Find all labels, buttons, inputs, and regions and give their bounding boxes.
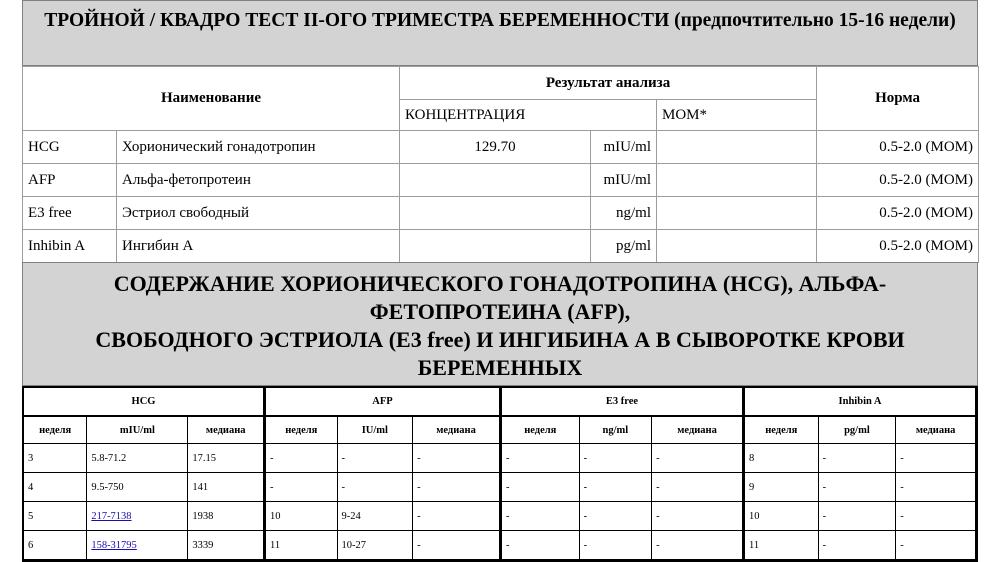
table-cell: 10 (264, 502, 338, 531)
analyte-norm: 0.5-2.0 (МОМ) (817, 131, 979, 164)
analyte-mom (657, 230, 817, 263)
analyte-mom (657, 164, 817, 197)
subheader-cell: неделя (500, 417, 580, 444)
range-link[interactable]: 217-7138 (91, 510, 132, 522)
analyte-value (400, 230, 591, 263)
subheader-cell: медиана (188, 417, 264, 444)
reference-table (22, 386, 978, 562)
table-cell: 9-24 (338, 502, 414, 531)
table-cell: - (896, 531, 976, 560)
table-cell: - (413, 473, 500, 502)
table-cell: 8 (743, 444, 819, 473)
table-cell: 10-27 (338, 531, 414, 560)
analyte-name: Альфа-фетопротеин (117, 164, 400, 197)
table-cell: - (338, 444, 414, 473)
table-cell: 10 (743, 502, 819, 531)
analyte-name: Хорионический гонадотропин (117, 131, 400, 164)
subheader-cell: медиана (413, 417, 500, 444)
table-cell: - (413, 444, 500, 473)
reference-subheader (24, 417, 976, 444)
table-cell: - (819, 531, 897, 560)
analyte-name: Эстриол свободный (117, 197, 400, 230)
section-title-line: ФЕТОПРОТЕИНА (AFP), (369, 299, 631, 324)
subheader-cell: медиана (652, 417, 743, 444)
section-title-reference-values (22, 262, 978, 386)
analyte-mom (657, 197, 817, 230)
table-cell: - (896, 473, 976, 502)
table-cell: - (819, 473, 897, 502)
col-header-concentration: КОНЦЕНТРАЦИЯ (400, 100, 657, 131)
table-row (24, 444, 976, 473)
table-cell: - (500, 502, 580, 531)
result-row-afp (23, 164, 979, 197)
analyte-unit: mIU/ml (591, 164, 657, 197)
table-cell: 3 (24, 444, 87, 473)
table-cell: - (500, 473, 580, 502)
table-cell: 3339 (188, 531, 264, 560)
analyte-unit: ng/ml (591, 197, 657, 230)
group-e3-free: E3 free (500, 388, 743, 417)
analyte-norm: 0.5-2.0 (МОМ) (817, 197, 979, 230)
section-title-line: БЕРЕМЕННЫХ (417, 355, 583, 380)
subheader-cell: медиана (896, 417, 976, 444)
subheader-cell: mIU/ml (87, 417, 188, 444)
table-cell: 11 (264, 531, 338, 560)
analyte-norm: 0.5-2.0 (МОМ) (817, 230, 979, 263)
table-cell: 9 (743, 473, 819, 502)
col-header-mom: МОМ* (657, 100, 817, 131)
section-title-triple-test: ТРОЙНОЙ / КВАДРО ТЕСТ II-ОГО ТРИМЕСТРА БЕРЕМЕННОСТИ (предпочтительно 15-16 недели) (22, 0, 978, 66)
result-row-inhibin (23, 230, 979, 263)
table-cell: - (500, 531, 580, 560)
analyte-unit: mIU/ml (591, 131, 657, 164)
analyte-code: HCG (23, 131, 117, 164)
table-cell: 4 (24, 473, 87, 502)
analyte-mom (657, 131, 817, 164)
table-cell: - (580, 531, 653, 560)
result-row-e3 (23, 197, 979, 230)
table-cell: - (413, 531, 500, 560)
table-cell: 5.8-71.2 (87, 444, 188, 473)
table-cell[interactable] (87, 502, 188, 531)
table-cell: 17.15 (188, 444, 264, 473)
analyte-code: AFP (23, 164, 117, 197)
table-cell: - (413, 502, 500, 531)
table-cell: - (896, 444, 976, 473)
section-title-line: СВОБОДНОГО ЭСТРИОЛА (E3 free) И ИНГИБИНА А В СЫВОРОТКЕ КРОВИ (95, 327, 905, 352)
analyte-norm: 0.5-2.0 (МОМ) (817, 164, 979, 197)
table-cell: - (819, 502, 897, 531)
table-cell: - (896, 502, 976, 531)
analyte-value: 129.70 (400, 131, 591, 164)
analyte-unit: pg/ml (591, 230, 657, 263)
group-afp: AFP (264, 388, 500, 417)
subheader-cell: неделя (24, 417, 87, 444)
analyte-value (400, 197, 591, 230)
group-inhibin-a: Inhibin A (743, 388, 976, 417)
analyte-value (400, 164, 591, 197)
table-cell: 1938 (188, 502, 264, 531)
subheader-cell: неделя (264, 417, 338, 444)
table-row (24, 473, 976, 502)
table-row (24, 531, 976, 560)
table-cell[interactable] (87, 531, 188, 560)
results-table (22, 66, 979, 263)
table-cell: - (819, 444, 897, 473)
range-link[interactable]: 158-31795 (91, 539, 137, 551)
table-cell: - (580, 502, 653, 531)
analyte-code: Inhibin A (23, 230, 117, 263)
group-hcg: HCG (24, 388, 264, 417)
analyte-code: E3 free (23, 197, 117, 230)
table-cell: 141 (188, 473, 264, 502)
reference-group-header (24, 388, 976, 417)
table-cell: - (264, 444, 338, 473)
subheader-cell: IU/ml (338, 417, 414, 444)
col-header-norm: Норма (817, 67, 979, 131)
table-cell: - (580, 473, 653, 502)
subheader-cell: ng/ml (580, 417, 653, 444)
col-header-result: Результат анализа (400, 67, 817, 100)
table-cell: - (652, 502, 743, 531)
table-cell: - (580, 444, 653, 473)
table-cell: 11 (743, 531, 819, 560)
table-cell: - (652, 531, 743, 560)
table-row (24, 502, 976, 531)
table-cell: 5 (24, 502, 87, 531)
table-cell: - (652, 473, 743, 502)
col-header-name: Наименование (23, 67, 400, 131)
table-cell: - (500, 444, 580, 473)
table-cell: 6 (24, 531, 87, 560)
result-row-hcg (23, 131, 979, 164)
subheader-cell: неделя (743, 417, 819, 444)
subheader-cell: pg/ml (819, 417, 897, 444)
table-cell: - (338, 473, 414, 502)
table-cell: - (652, 444, 743, 473)
table-cell: - (264, 473, 338, 502)
analyte-name: Ингибин А (117, 230, 400, 263)
section-title-line: СОДЕРЖАНИЕ ХОРИОНИЧЕСКОГО ГОНАДОТРОПИНА (HCG), АЛЬФА- (113, 271, 887, 296)
table-cell: 9.5-750 (87, 473, 188, 502)
